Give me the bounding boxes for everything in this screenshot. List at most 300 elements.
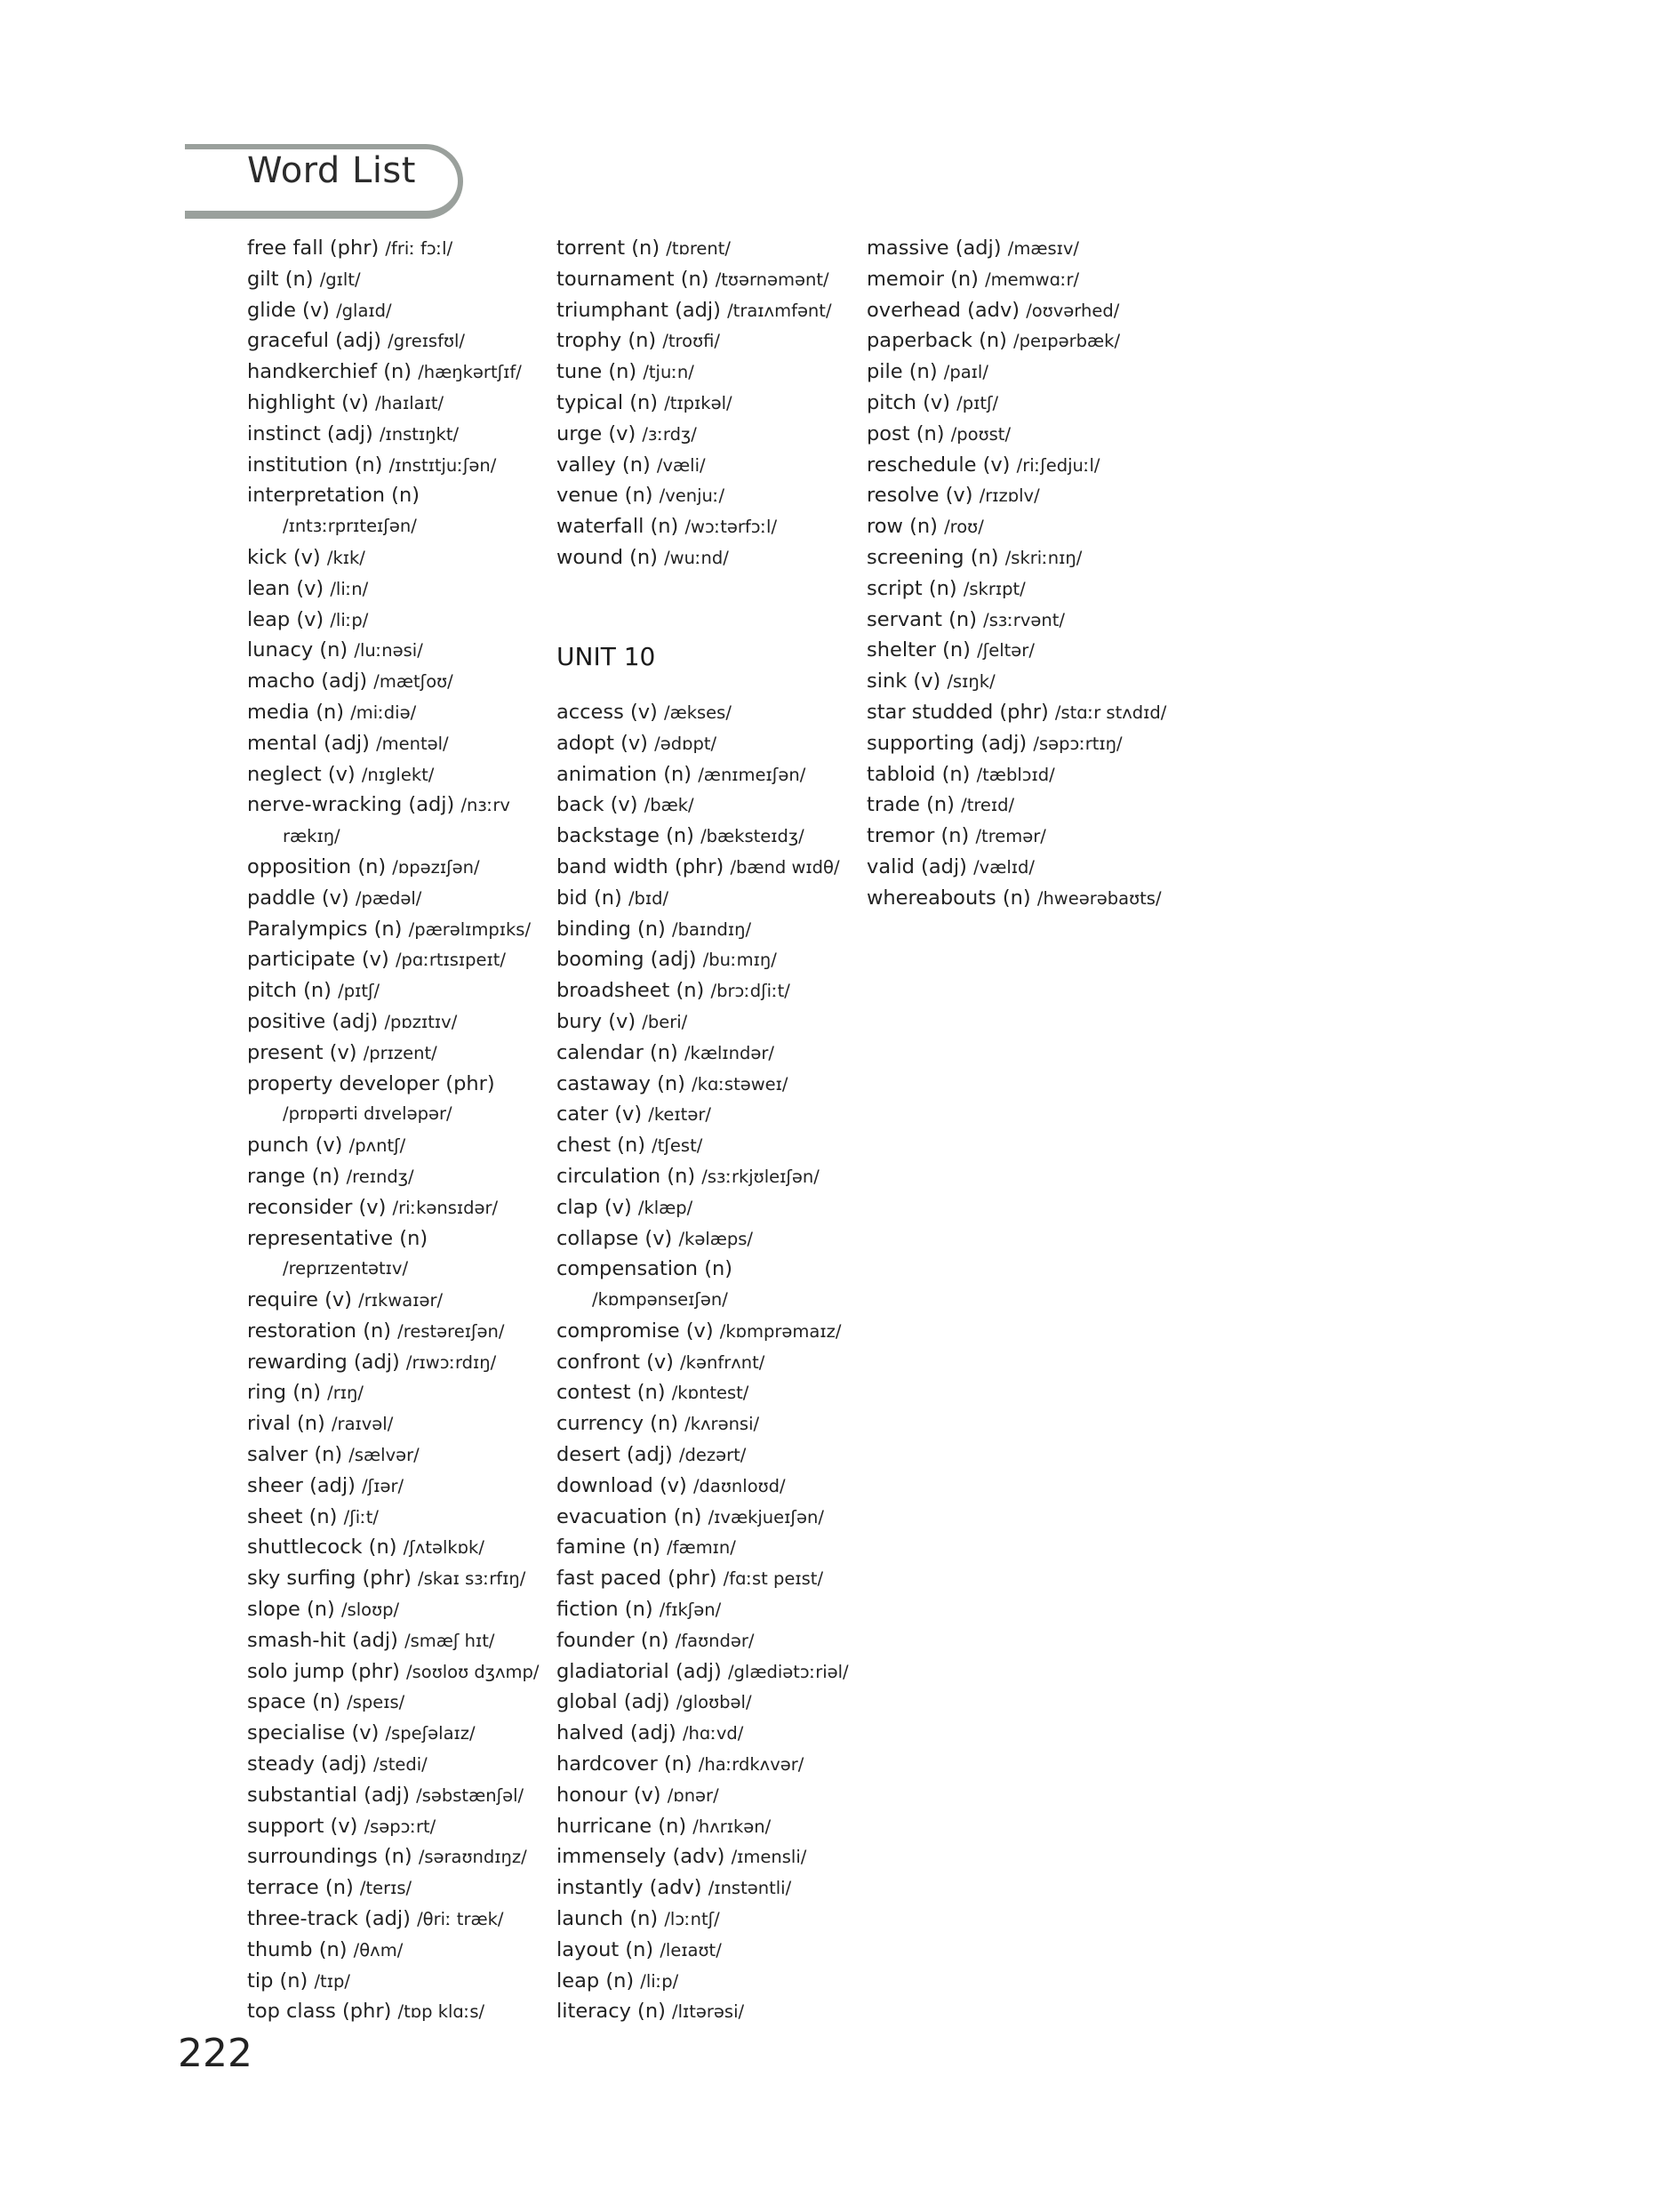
entry-word: tournament (n) bbox=[556, 267, 709, 291]
entry-word: waterfall (n) bbox=[556, 515, 679, 539]
list-item bbox=[556, 450, 854, 481]
entry-word: tip (n) bbox=[247, 1968, 308, 1993]
entry-pronunciation: /rɪŋ/ bbox=[327, 1383, 364, 1404]
entry-word: steady (adj) bbox=[247, 1752, 367, 1776]
entry-pronunciation: /glaɪd/ bbox=[336, 300, 392, 321]
entry-pronunciation: /ʃiːt/ bbox=[343, 1506, 379, 1527]
list-item bbox=[556, 852, 854, 883]
entry-pronunciation: /rɪkwaɪər/ bbox=[358, 1290, 444, 1311]
list-item bbox=[247, 914, 540, 945]
list-item bbox=[556, 1347, 854, 1378]
entry-pronunciation: /tɒrent/ bbox=[666, 238, 732, 259]
list-item bbox=[247, 728, 540, 759]
entry-word: free fall (phr) bbox=[247, 237, 380, 260]
entry-word: immensely (adv) bbox=[556, 1845, 725, 1869]
entry-pronunciation: /θʌm/ bbox=[353, 1939, 404, 1960]
entry-pronunciation: /smæʃ hɪt/ bbox=[404, 1630, 495, 1651]
word-list-column-1 bbox=[247, 233, 540, 2027]
entry-word: halved (adj) bbox=[556, 1721, 676, 1745]
entry-pronunciation: /hʌrɪkən/ bbox=[692, 1816, 772, 1837]
entry-pronunciation: /pɑːrtɪsɪpeɪt/ bbox=[395, 950, 506, 971]
list-item bbox=[247, 419, 540, 450]
entry-pronunciation: /bæk/ bbox=[644, 795, 694, 816]
entry-word: thumb (n) bbox=[247, 1937, 348, 1961]
entry-pronunciation: /restəreɪʃən/ bbox=[397, 1320, 505, 1342]
entry-pronunciation: /gɪlt/ bbox=[319, 269, 361, 290]
entry-word: massive (adj) bbox=[867, 237, 1002, 260]
entry-pronunciation: /prɒpərti dɪveləpər/ bbox=[283, 1103, 452, 1125]
entry-word: star studded (phr) bbox=[867, 700, 1049, 724]
list-item bbox=[556, 697, 854, 728]
list-item bbox=[247, 1996, 540, 2027]
entry-word: back (v) bbox=[556, 793, 638, 817]
entry-pronunciation: /ʃɪər/ bbox=[362, 1475, 404, 1496]
entry-pronunciation: /reprɪzentətɪv/ bbox=[283, 1258, 409, 1279]
list-item bbox=[247, 1749, 540, 1780]
list-item bbox=[556, 975, 854, 1006]
list-item bbox=[556, 1069, 854, 1100]
list-item bbox=[556, 1439, 854, 1471]
entry-word: slope (n) bbox=[247, 1598, 335, 1622]
list-item bbox=[556, 295, 854, 326]
entry-word: circulation (n) bbox=[556, 1164, 696, 1188]
entry-pronunciation: /leɪaʊt/ bbox=[660, 1939, 722, 1960]
entry-pronunciation: /kʌrənsi/ bbox=[684, 1414, 760, 1435]
list-item bbox=[247, 1439, 540, 1471]
entry-word: specialise (v) bbox=[247, 1721, 380, 1745]
entry-word: hardcover (n) bbox=[556, 1752, 692, 1776]
entry-pronunciation: /tæblɔɪd/ bbox=[976, 764, 1055, 785]
list-item bbox=[556, 790, 854, 821]
entry-pronunciation: /ænɪmeɪʃən/ bbox=[698, 764, 806, 785]
entry-word: famine (n) bbox=[556, 1535, 660, 1560]
entry-word: collapse (v) bbox=[556, 1226, 673, 1250]
list-item bbox=[867, 419, 1187, 450]
entry-pronunciation: /skaɪ sɜːrfɪŋ/ bbox=[418, 1568, 526, 1590]
entry-word: cater (v) bbox=[556, 1102, 643, 1127]
list-item bbox=[247, 388, 540, 419]
entry-word: macho (adj) bbox=[247, 670, 368, 694]
entry-pronunciation: /kɒmpənseɪʃən/ bbox=[592, 1289, 728, 1311]
list-item bbox=[247, 852, 540, 883]
entry-word: highlight (v) bbox=[247, 390, 369, 414]
list-item bbox=[556, 542, 854, 573]
list-item bbox=[247, 605, 540, 636]
entry-word: Paralympics (n) bbox=[247, 917, 403, 941]
entry-pronunciation: /kɒntest/ bbox=[671, 1383, 749, 1404]
entry-word: institution (n) bbox=[247, 453, 383, 477]
list-item bbox=[247, 635, 540, 666]
entry-pronunciation: /klæp/ bbox=[637, 1197, 693, 1218]
entry-pronunciation: /sælvər/ bbox=[348, 1445, 420, 1466]
list-item bbox=[867, 821, 1187, 852]
list-item bbox=[247, 1038, 540, 1069]
entry-pronunciation: /daʊnloʊd/ bbox=[692, 1475, 786, 1496]
entry-word: graceful (adj) bbox=[247, 329, 381, 353]
entry-pronunciation: /faʊndər/ bbox=[675, 1630, 755, 1651]
entry-pronunciation: /glædiətɔːriəl/ bbox=[727, 1661, 849, 1682]
entry-pronunciation: /luːnəsi/ bbox=[354, 640, 423, 662]
entry-word: substantial (adj) bbox=[247, 1783, 410, 1807]
list-item bbox=[247, 1594, 540, 1625]
list-item bbox=[247, 790, 540, 852]
list-item bbox=[556, 480, 854, 511]
entry-word: castaway (n) bbox=[556, 1071, 685, 1095]
entry-word: three-track (adj) bbox=[247, 1907, 411, 1931]
list-item bbox=[247, 450, 540, 481]
entry-word: download (v) bbox=[556, 1473, 687, 1497]
entry-pronunciation: /reɪndʒ/ bbox=[346, 1166, 414, 1187]
entry-pronunciation: /sloʊp/ bbox=[341, 1600, 400, 1621]
header-rule bbox=[185, 211, 238, 219]
entry-pronunciation: /liːp/ bbox=[640, 1970, 679, 1992]
entry-word: punch (v) bbox=[247, 1134, 343, 1158]
entry-pronunciation: /troʊfi/ bbox=[662, 331, 720, 352]
list-item bbox=[556, 1408, 854, 1439]
entry-word: paddle (v) bbox=[247, 886, 349, 910]
entry-word: overhead (adv) bbox=[867, 298, 1020, 322]
entry-word: clap (v) bbox=[556, 1195, 632, 1219]
entry-pronunciation: /haɪlaɪt/ bbox=[375, 392, 444, 413]
entry-pronunciation: /kəlæps/ bbox=[678, 1228, 754, 1249]
entry-word: trophy (n) bbox=[556, 329, 657, 353]
entry-pronunciation: /riːʃedjuːl/ bbox=[1016, 454, 1100, 476]
entry-pronunciation: /kənfrʌnt/ bbox=[680, 1351, 765, 1373]
list-item bbox=[556, 1471, 854, 1502]
entry-pronunciation: /tʃest/ bbox=[652, 1135, 703, 1157]
list-item bbox=[247, 1130, 540, 1161]
entry-pronunciation: /raɪvəl/ bbox=[331, 1414, 394, 1435]
entry-pronunciation: /səraʊndɪŋz/ bbox=[418, 1847, 527, 1868]
list-item bbox=[556, 1904, 854, 1935]
entry-pronunciation: /greɪsfʊl/ bbox=[388, 331, 465, 352]
entry-pronunciation: /sɜːrvənt/ bbox=[983, 609, 1065, 630]
entry-word: property developer (phr) bbox=[247, 1071, 495, 1095]
list-item bbox=[556, 1841, 854, 1872]
list-item bbox=[867, 511, 1187, 542]
list-item bbox=[247, 295, 540, 326]
list-item bbox=[247, 1285, 540, 1316]
entry-word: broadsheet (n) bbox=[556, 979, 705, 1003]
entry-pronunciation: /pɪtʃ/ bbox=[338, 981, 380, 1002]
entry-pronunciation: /gloʊbəl/ bbox=[676, 1692, 752, 1713]
entry-pronunciation: /pɪtʃ/ bbox=[956, 392, 999, 413]
entry-pronunciation: /dezərt/ bbox=[678, 1445, 747, 1466]
list-item bbox=[247, 1316, 540, 1347]
entry-pronunciation: /ɒnər/ bbox=[667, 1784, 719, 1806]
entry-word: whereabouts (n) bbox=[867, 886, 1031, 910]
list-item bbox=[556, 325, 854, 357]
entry-word: servant (n) bbox=[867, 607, 977, 631]
list-item bbox=[867, 295, 1187, 326]
page-title: Word List bbox=[247, 150, 416, 191]
list-item bbox=[556, 1966, 854, 1997]
list-item bbox=[247, 697, 540, 728]
entry-pronunciation: /hweərəbaʊts/ bbox=[1036, 887, 1162, 909]
entry-pronunciation: /tʊərnəmənt/ bbox=[715, 269, 829, 290]
entry-pronunciation: /skrɪpt/ bbox=[963, 578, 1026, 599]
list-item bbox=[556, 1718, 854, 1749]
entry-pronunciation: /mæsɪv/ bbox=[1007, 238, 1079, 259]
entry-pronunciation: /kɒmprəmaɪz/ bbox=[719, 1320, 842, 1342]
list-item bbox=[556, 511, 854, 542]
list-item bbox=[556, 1254, 854, 1316]
list-item bbox=[556, 883, 854, 914]
list-item bbox=[556, 1563, 854, 1594]
list-item bbox=[556, 1502, 854, 1533]
list-item bbox=[247, 1161, 540, 1192]
list-item bbox=[247, 1966, 540, 1997]
entry-pronunciation: /hæŋkərtʃɪf/ bbox=[418, 362, 522, 383]
entry-pronunciation-continued: rækɪŋ/ bbox=[283, 826, 340, 847]
entry-word: rewarding (adj) bbox=[247, 1350, 400, 1374]
entry-word: sheer (adj) bbox=[247, 1473, 356, 1497]
entry-word: access (v) bbox=[556, 700, 658, 724]
entry-pronunciation: /nɪglekt/ bbox=[361, 764, 435, 785]
list-item bbox=[556, 944, 854, 975]
list-item bbox=[247, 1069, 540, 1131]
entry-word: evacuation (n) bbox=[556, 1504, 702, 1528]
entry-pronunciation: /buːmɪŋ/ bbox=[702, 950, 777, 971]
entry-word: interpretation (n) bbox=[247, 484, 420, 508]
entry-word: solo jump (phr) bbox=[247, 1659, 400, 1683]
entry-pronunciation: /liːn/ bbox=[330, 578, 369, 599]
entry-pronunciation: /treɪd/ bbox=[961, 795, 1015, 816]
entry-pronunciation: /friː fɔːl/ bbox=[385, 238, 453, 259]
entry-word: lean (v) bbox=[247, 576, 324, 600]
list-item bbox=[556, 1594, 854, 1625]
entry-pronunciation: /poʊst/ bbox=[950, 423, 1012, 445]
entry-pronunciation: /pærəlɪmpɪks/ bbox=[408, 918, 532, 940]
list-item bbox=[867, 635, 1187, 666]
entry-pronunciation: /nɜːrv bbox=[460, 795, 510, 816]
entry-word: representative (n) bbox=[247, 1226, 428, 1250]
list-item bbox=[247, 1471, 540, 1502]
list-item bbox=[556, 821, 854, 852]
entry-word: screening (n) bbox=[867, 545, 999, 569]
entry-word: adopt (v) bbox=[556, 731, 648, 755]
entry-word: participate (v) bbox=[247, 948, 389, 972]
list-item bbox=[247, 1656, 540, 1688]
entry-word: rival (n) bbox=[247, 1412, 325, 1436]
entry-pronunciation: /speʃəlaɪz/ bbox=[385, 1723, 476, 1744]
list-item bbox=[867, 883, 1187, 914]
list-item bbox=[247, 1625, 540, 1656]
list-item bbox=[247, 1408, 540, 1439]
list-item bbox=[556, 1099, 854, 1130]
entry-word: salver (n) bbox=[247, 1443, 343, 1467]
entry-pronunciation: /pʌntʃ/ bbox=[348, 1135, 406, 1157]
entry-pronunciation: /tjuːn/ bbox=[643, 362, 694, 383]
list-item bbox=[867, 388, 1187, 419]
entry-word: terrace (n) bbox=[247, 1876, 354, 1900]
list-item bbox=[247, 357, 540, 388]
list-item bbox=[556, 914, 854, 945]
entry-word: contest (n) bbox=[556, 1381, 666, 1405]
list-item bbox=[867, 605, 1187, 636]
entry-pronunciation: /vælɪd/ bbox=[973, 856, 1035, 878]
entry-word: triumphant (adj) bbox=[556, 298, 721, 322]
list-item bbox=[867, 852, 1187, 883]
entry-pronunciation: /stɑːr stʌdɪd/ bbox=[1054, 702, 1167, 723]
list-item bbox=[247, 1223, 540, 1286]
entry-word: torrent (n) bbox=[556, 237, 660, 260]
list-item bbox=[867, 357, 1187, 388]
entry-pronunciation: /ʃeltər/ bbox=[977, 640, 1035, 662]
list-item bbox=[556, 419, 854, 450]
entry-pronunciation: /ɪvækjueɪʃən/ bbox=[708, 1506, 824, 1527]
entry-word: kick (v) bbox=[247, 545, 321, 569]
entry-word: row (n) bbox=[867, 515, 938, 539]
entry-pronunciation: /terɪs/ bbox=[359, 1878, 412, 1899]
entry-word: chest (n) bbox=[556, 1134, 645, 1158]
entry-word: fast paced (phr) bbox=[556, 1567, 717, 1591]
list-item bbox=[247, 1532, 540, 1563]
entry-pronunciation: /tɪpɪkəl/ bbox=[664, 392, 732, 413]
list-item bbox=[556, 1687, 854, 1718]
list-item bbox=[556, 264, 854, 295]
list-item bbox=[867, 697, 1187, 728]
entry-pronunciation: /ækses/ bbox=[664, 702, 732, 723]
entry-pronunciation: /pɒzɪtɪv/ bbox=[384, 1011, 458, 1032]
entry-word: post (n) bbox=[867, 421, 945, 445]
entry-word: require (v) bbox=[247, 1288, 353, 1312]
entry-pronunciation: /bɪd/ bbox=[628, 887, 669, 909]
entry-word: currency (n) bbox=[556, 1412, 678, 1436]
entry-word: paperback (n) bbox=[867, 329, 1007, 353]
entry-pronunciation: /lɔːntʃ/ bbox=[664, 1909, 720, 1930]
entry-word: wound (n) bbox=[556, 545, 658, 569]
list-item bbox=[247, 1006, 540, 1038]
list-item bbox=[247, 975, 540, 1006]
list-item bbox=[247, 542, 540, 573]
list-item bbox=[556, 233, 854, 264]
entry-pronunciation: /brɔːdʃiːt/ bbox=[710, 981, 790, 1002]
list-item bbox=[247, 1563, 540, 1594]
entry-pronunciation: /sɪŋk/ bbox=[947, 671, 996, 693]
entry-pronunciation: /pædəl/ bbox=[355, 887, 422, 909]
list-item bbox=[867, 573, 1187, 605]
entry-word: tabloid (n) bbox=[867, 762, 971, 786]
entry-pronunciation: /səpɔːrtɪŋ/ bbox=[1033, 733, 1123, 754]
entry-pronunciation: /fɪkʃən/ bbox=[659, 1600, 722, 1621]
list-item bbox=[867, 233, 1187, 264]
entry-pronunciation: /sɜːrkjʊleɪʃən/ bbox=[701, 1166, 820, 1187]
list-item bbox=[867, 728, 1187, 759]
list-item bbox=[556, 1192, 854, 1223]
entry-pronunciation: /fæmɪn/ bbox=[667, 1537, 736, 1559]
entry-pronunciation: /stedi/ bbox=[372, 1754, 428, 1776]
list-item bbox=[556, 1872, 854, 1904]
list-item bbox=[556, 759, 854, 790]
entry-pronunciation: /miːdiə/ bbox=[350, 702, 417, 723]
entry-pronunciation: /lɪtərəsi/ bbox=[672, 2001, 745, 2023]
list-item bbox=[867, 542, 1187, 573]
entry-pronunciation: /fɑːst peɪst/ bbox=[723, 1568, 824, 1590]
list-item bbox=[247, 883, 540, 914]
entry-word: lunacy (n) bbox=[247, 638, 348, 662]
list-item bbox=[247, 573, 540, 605]
list-item bbox=[556, 357, 854, 388]
list-item bbox=[556, 1532, 854, 1563]
entry-word: leap (n) bbox=[556, 1968, 635, 1993]
entry-word: valid (adj) bbox=[867, 854, 967, 878]
entry-pronunciation: /bæksteɪdʒ/ bbox=[700, 826, 804, 847]
entry-word: bid (n) bbox=[556, 886, 622, 910]
entry-word: mental (adj) bbox=[247, 731, 370, 755]
entry-word: reconsider (v) bbox=[247, 1195, 387, 1219]
entry-pronunciation: /keɪtər/ bbox=[648, 1104, 711, 1126]
entry-word: urge (v) bbox=[556, 421, 636, 445]
entry-pronunciation: /traɪʌmfənt/ bbox=[727, 300, 832, 321]
entry-word: global (adj) bbox=[556, 1690, 670, 1714]
list-item bbox=[247, 1872, 540, 1904]
word-list-column-2 bbox=[556, 233, 854, 2027]
entry-word: present (v) bbox=[247, 1040, 357, 1064]
entry-word: restoration (n) bbox=[247, 1319, 392, 1343]
entry-word: launch (n) bbox=[556, 1907, 659, 1931]
entry-word: smash-hit (adj) bbox=[247, 1628, 398, 1652]
list-item bbox=[556, 1377, 854, 1408]
page-number: 222 bbox=[178, 2031, 252, 2076]
list-item bbox=[556, 728, 854, 759]
entry-word: handkerchief (n) bbox=[247, 360, 412, 384]
entry-word: instantly (adv) bbox=[556, 1876, 702, 1900]
entry-word: memoir (n) bbox=[867, 267, 979, 291]
list-item bbox=[867, 264, 1187, 295]
entry-word: pitch (v) bbox=[867, 390, 951, 414]
entry-word: range (n) bbox=[247, 1164, 340, 1188]
entry-pronunciation: /tɪp/ bbox=[314, 1970, 350, 1992]
list-item bbox=[556, 1935, 854, 1966]
list-item bbox=[556, 1130, 854, 1161]
entry-word: sink (v) bbox=[867, 670, 941, 694]
entry-word: compensation (n) bbox=[556, 1257, 733, 1281]
entry-pronunciation: /ɒpəzɪʃən/ bbox=[392, 856, 480, 878]
entry-pronunciation: /ɪnstɪtjuːʃən/ bbox=[388, 454, 497, 476]
list-item bbox=[556, 1223, 854, 1255]
entry-pronunciation: /ɪntɜːrprɪteɪʃən/ bbox=[283, 516, 417, 537]
entry-word: sheet (n) bbox=[247, 1504, 338, 1528]
entry-word: surroundings (n) bbox=[247, 1845, 412, 1869]
entry-pronunciation: /paɪl/ bbox=[943, 362, 988, 383]
entry-word: animation (n) bbox=[556, 762, 692, 786]
list-item bbox=[556, 1316, 854, 1347]
list-item bbox=[556, 1749, 854, 1780]
entry-pronunciation: /mentəl/ bbox=[376, 733, 449, 754]
list-item bbox=[247, 1904, 540, 1935]
list-item bbox=[247, 1502, 540, 1533]
list-item bbox=[247, 1718, 540, 1749]
list-item bbox=[247, 759, 540, 790]
list-item bbox=[556, 388, 854, 419]
entry-word: reschedule (v) bbox=[867, 453, 1011, 477]
entry-pronunciation: /səpɔːrt/ bbox=[364, 1816, 436, 1837]
entry-pronunciation: /roʊ/ bbox=[944, 517, 984, 538]
entry-pronunciation: /bænd wɪdθ/ bbox=[730, 856, 840, 878]
entry-pronunciation: /rɪzɒlv/ bbox=[979, 485, 1040, 507]
entry-word: venue (n) bbox=[556, 484, 653, 508]
entry-pronunciation: /mætʃoʊ/ bbox=[373, 671, 453, 693]
entry-pronunciation: /ɪnstəntli/ bbox=[708, 1878, 792, 1899]
entry-word: support (v) bbox=[247, 1814, 358, 1838]
entry-pronunciation: /ɪnstɪŋkt/ bbox=[379, 423, 460, 445]
entry-pronunciation: /soʊloʊ dʒʌmp/ bbox=[406, 1661, 540, 1682]
entry-pronunciation: /səbstænʃəl/ bbox=[416, 1784, 524, 1806]
entry-pronunciation: /hɑːvd/ bbox=[682, 1723, 744, 1744]
entry-word: binding (n) bbox=[556, 917, 666, 941]
list-item bbox=[247, 480, 540, 542]
